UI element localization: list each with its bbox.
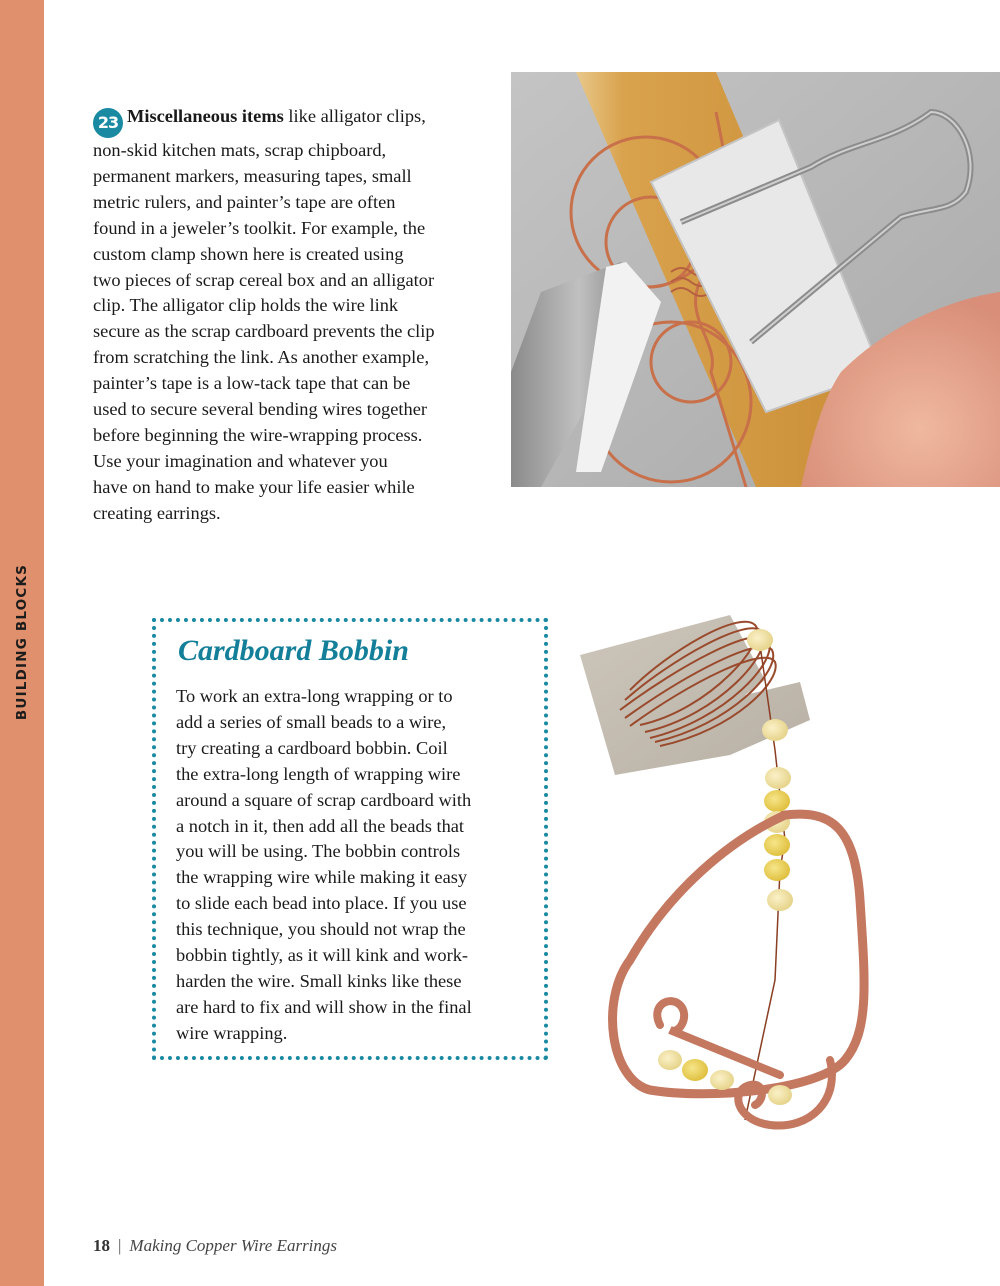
text-line: Use your imagination and whatever you: [93, 450, 388, 471]
text-line: try creating a cardboard bobbin. Coil: [176, 737, 448, 758]
text-line: custom clamp shown here is created using: [93, 243, 404, 264]
text-line: before beginning the wire-wrapping process.: [93, 424, 423, 445]
text-line: are hard to fix and will show in the final: [176, 996, 472, 1017]
item-number-badge: 23: [93, 108, 123, 138]
text-line: used to secure several bending wires together: [93, 399, 427, 420]
text-line: two pieces of scrap cereal box and an alligator: [93, 269, 435, 290]
text-line: the extra-long length of wrapping wire: [176, 763, 461, 784]
bobbin-photo: [570, 600, 880, 1240]
text-line: have on hand to make your life easier while: [93, 476, 415, 497]
text-line: the wrapping wire while making it easy: [176, 867, 468, 888]
clamp-photo-illustration: [511, 72, 1000, 487]
text-line: to slide each bead into place. If you use: [176, 893, 467, 914]
text-line: wire wrapping.: [176, 1022, 288, 1043]
section-label: BUILDING BLOCKS: [14, 563, 30, 721]
text-line: 23 Miscellaneous items like alligator clips,: [93, 104, 493, 138]
tip-box: [152, 618, 548, 1060]
text-line: clip. The alligator clip holds the wire link: [93, 295, 399, 316]
page-footer: [93, 1236, 337, 1256]
text-line: harden the wire. Small kinks like these: [176, 970, 462, 991]
footer-separator: |: [118, 1236, 122, 1255]
text-line: a notch in it, then add all the beads that: [176, 815, 465, 836]
text-line: painter’s tape is a low-tack tape that can be: [93, 373, 411, 394]
text-line: from scratching the link. As another example,: [93, 347, 430, 368]
clamp-photo: [511, 72, 1000, 487]
section-sidebar: [0, 0, 44, 1286]
text-line: this technique, you should not wrap the: [176, 919, 466, 940]
book-title: Making Copper Wire Earrings: [129, 1236, 338, 1255]
text-line: you will be using. The bobbin controls: [176, 841, 461, 862]
text-line: secure as the scrap cardboard prevents the clip: [93, 321, 435, 342]
main-item-text: [93, 104, 493, 527]
text-line: creating earrings.: [93, 502, 221, 523]
text-line: non-skid kitchen mats, scrap chipboard,: [93, 140, 387, 160]
text-line: found in a jeweler’s toolkit. For example, the: [93, 217, 426, 238]
text-line: bobbin tightly, as it will kink and work-: [176, 945, 469, 966]
tip-box-title: Cardboard Bobbin: [178, 634, 409, 667]
text-line: permanent markers, measuring tapes, small: [93, 165, 412, 186]
text-line: around a square of scrap cardboard with: [176, 789, 472, 810]
tip-box-text: [176, 684, 472, 1047]
text-line: metric rulers, and painter’s tape are often: [93, 191, 396, 212]
bobbin-photo-illustration: [570, 600, 880, 1240]
text-line: To work an extra-long wrapping or to: [176, 686, 453, 706]
item-lead: Miscellaneous items: [127, 106, 284, 126]
page-number: 18: [93, 1236, 110, 1255]
text-line: add a series of small beads to a wire,: [176, 711, 447, 732]
